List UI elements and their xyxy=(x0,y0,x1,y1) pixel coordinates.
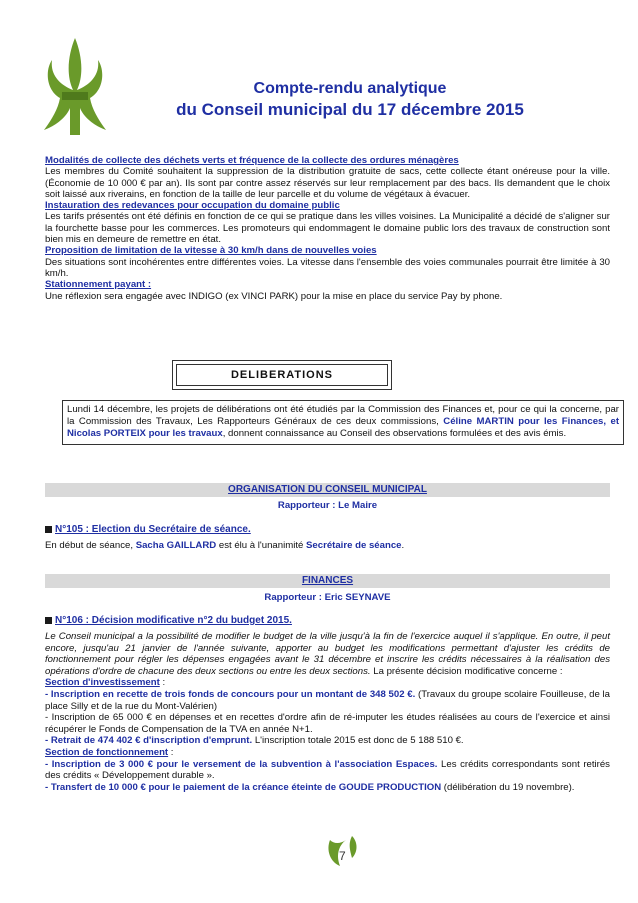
secretaire-name: Sacha GAILLARD xyxy=(135,540,217,551)
investissement-line-1 xyxy=(45,689,610,712)
fonctionnement-colon: : xyxy=(168,746,174,758)
inv1-text: (Travaux du groupe scolaire Fouilleuse, de la place Silly et de la rue du Mont-Valérien) xyxy=(45,688,610,712)
finances-intro-italic: Le Conseil municipal a la possibilité de modifier le budget de la ville jusqu'à la fin de l'exercice auquel il s'applique. En outre, il peut encore, jusqu'au 21 janvier de l'année suivante, apporter au budget les modifications permettant d'ajuster les crédits de fonctionnement pour régler les dépenses engagées avant le 31 décembre et inscrire les crédits nécessaires à la réalisation des opérations d'ordre de chacune des deux sections ou entre les deux sections. xyxy=(45,631,610,677)
deliberations-rapporteurs: Céline MARTIN pour les Finances, et Nicolas PORTEIX pour les travaux xyxy=(67,416,620,440)
item-105-label: N°105 : Election du Secrétaire de séance. xyxy=(55,524,251,535)
investissement-line-3 xyxy=(45,735,610,747)
section-text-collecte: Les membres du Comité souhaitent la suppression de la distribution gratuite de sacs, cette collecte étant onéreuse pour la ville. (Économie de 10 000 € par an). Ils sont par contre assez réservés sur leur remplacement par des bacs. Ils demandent que le choix soit laissé aux riverains, en fonction de la taille de leur parcelle et du volume de végétaux à évacuer. xyxy=(45,166,610,200)
fonctionnement-heading xyxy=(45,747,610,759)
fonctionnement-line-2 xyxy=(45,782,610,794)
bullet-square-icon xyxy=(45,617,52,624)
fleur-de-lys-logo-icon xyxy=(40,30,110,140)
section-title-stationnement: Stationnement payant : xyxy=(45,279,152,291)
fonctionnement-line-1 xyxy=(45,759,610,782)
section-title-redevances: Instauration des redevances pour occupation du domaine public xyxy=(45,200,340,212)
finances-body xyxy=(45,631,610,793)
f1-bold: - Inscription de 3 000 € pour le versement de la subvention à l'association Espaces. xyxy=(45,758,438,770)
deliberations-heading-frame xyxy=(172,360,392,390)
finances-intro xyxy=(45,631,610,677)
inv1-bold: - Inscription en recette de trois fonds de concours pour un montant de 348 502 €. xyxy=(45,688,416,700)
organisation-rapporteur: Rapporteur : Le Maire xyxy=(277,500,378,511)
deliberations-box xyxy=(62,400,624,445)
section-text-vitesse: Des situations sont incohérentes entre différentes voies. La vitesse dans l'ensemble des voies communales pourrait être limitée à 30 km/h. xyxy=(45,256,610,279)
item-106 xyxy=(45,615,610,626)
finances-band: FINANCES xyxy=(45,574,610,588)
item-105 xyxy=(45,524,610,535)
finances-intro-after: La présente décision modificative concerne : xyxy=(370,665,563,677)
finances-rapporteur: Rapporteur : Eric SEYNAVE xyxy=(264,592,391,603)
item-105-text-c: . xyxy=(401,540,405,551)
secretaire-role: Secrétaire de séance xyxy=(306,540,402,551)
item-106-label: N°106 : Décision modificative n°2 du budget 2015. xyxy=(55,615,292,626)
f1-text: Les crédits correspondants sont retirés des crédits « Développement durable ». xyxy=(45,758,610,782)
section-title-vitesse: Proposition de limitation de la vitesse à 30 km/h dans de nouvelles voies xyxy=(45,245,377,257)
section-text-stationnement: Une réflexion sera engagée avec INDIGO (ex VINCI PARK) pour la mise en place du service Pay by phone. xyxy=(45,290,503,302)
section-title-collecte: Modalités de collecte des déchets verts et fréquence de la collecte des ordures ménagères xyxy=(45,155,459,166)
deliberations-text-2: , donnent connaissance au Conseil des observations formulées et des avis émis. xyxy=(222,428,567,440)
f2-bold: - Transfert de 10 000 € pour le paiement de la créance éteinte de GOUDE PRODUCTION xyxy=(45,781,442,793)
page-number: 7 xyxy=(339,849,346,863)
inv3-text: L'inscription totale 2015 est donc de 5 188 510 €. xyxy=(252,735,464,747)
item-105-text-b: est élu à l'unanimité xyxy=(216,540,307,551)
fonctionnement-title: Section de fonctionnement xyxy=(45,746,169,758)
deliberations-heading: DELIBERATIONS xyxy=(176,364,388,386)
item-105-text-a: En début de séance, xyxy=(45,540,136,551)
deliberations-text-1: Lundi 14 décembre, les projets de délibérations ont été étudiés par la Commission des Finances et, pour ce qui la concerne, par la Commission des Travaux, Les Rapporteurs Généraux de ces deux commissions, xyxy=(67,404,619,428)
f2-text: (délibération du 19 novembre). xyxy=(441,781,575,793)
bullet-square-icon xyxy=(45,526,52,533)
investissement-heading xyxy=(45,677,610,689)
section-text-redevances: Les tarifs présentés ont été définis en fonction de ce qui se pratique dans les villes voisines. La Municipalité a décidé de s'aligner sur la fourchette basse pour les commerces. Les promoteurs qui endommagent le domaine public lors des travaux de construction sont bien mis en demeure de remettre en état. xyxy=(45,211,610,246)
green-leaf-page-icon xyxy=(322,832,362,872)
page-title: Compte-rendu analytique xyxy=(253,80,447,97)
investissement-colon: : xyxy=(159,677,166,689)
inv3-bold: - Retrait de 474 402 € d'inscription d'emprunt. xyxy=(45,735,253,747)
intro-section xyxy=(45,155,610,302)
page-subtitle: du Conseil municipal du 17 décembre 2015 xyxy=(176,100,524,119)
item-105-text xyxy=(45,540,610,551)
investissement-title: Section d'investissement xyxy=(45,677,160,689)
organisation-band: ORGANISATION DU CONSEIL MUNICIPAL xyxy=(45,483,610,497)
investissement-line-2: - Inscription de 65 000 € en dépenses et en recettes d'ordre afin de ré-imputer les études réalisées au cours de l'exercice et ainsi récupérer le Fonds de Compensation de la TVA en année N+1. xyxy=(45,712,610,735)
